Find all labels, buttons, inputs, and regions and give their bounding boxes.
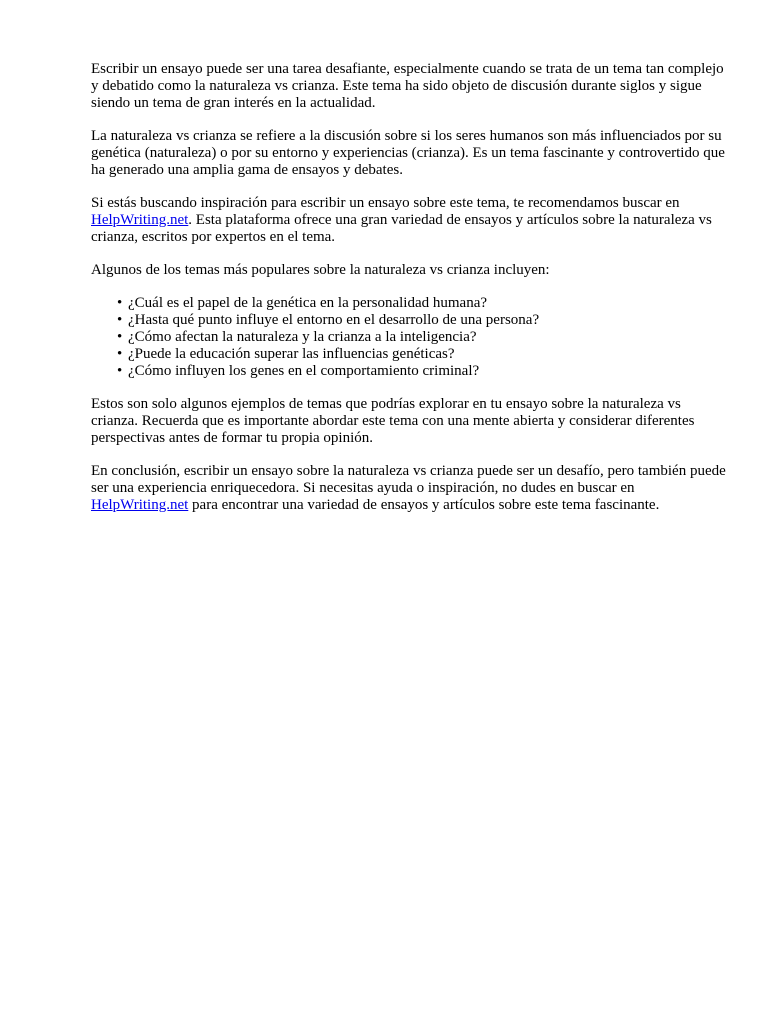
helpwriting-link[interactable]: HelpWriting.net [91, 497, 189, 513]
bullet-icon: • [117, 363, 123, 379]
topics-list [91, 295, 731, 380]
list-item [117, 295, 731, 312]
inspiration-text-before: Si estás buscando inspiración para escribir un ensayo sobre este tema, te recomendamos buscar en [91, 195, 680, 211]
list-item [117, 329, 731, 346]
bullet-icon: • [117, 312, 123, 328]
list-item [117, 363, 731, 380]
list-item-text: ¿Cuál es el papel de la genética en la personalidad humana? [128, 295, 488, 311]
list-item-text: ¿Cómo afectan la naturaleza y la crianza a la inteligencia? [128, 329, 477, 345]
definition-paragraph: La naturaleza vs crianza se refiere a la discusión sobre si los seres humanos son más influenciados por su genética (naturaleza) o por su entorno y experiencias (crianza). Es un tema fascinante y controvertido que ha generado una amplia gama de ensayos y debates. [91, 128, 725, 178]
conclusion-text-before: En conclusión, escribir un ensayo sobre la naturaleza vs crianza puede ser un desafío, pero también puede ser una experiencia enriquecedora. Si necesitas ayuda o inspiración, no dudes en buscar en [91, 463, 726, 496]
conclusion-paragraph [91, 463, 731, 514]
list-item-text: ¿Hasta qué punto influye el entorno en el desarrollo de una persona? [128, 312, 540, 328]
list-item [117, 346, 731, 363]
inspiration-paragraph [91, 195, 731, 246]
topics-intro-paragraph: Algunos de los temas más populares sobre la naturaleza vs crianza incluyen: [91, 262, 550, 278]
list-item [117, 312, 731, 329]
bullet-icon: • [117, 295, 123, 311]
helpwriting-link[interactable]: HelpWriting.net [91, 212, 189, 228]
document-page [91, 61, 731, 530]
examples-paragraph: Estos son solo algunos ejemplos de temas que podrías explorar en tu ensayo sobre la naturaleza vs crianza. Recuerda que es importante abordar este tema con una mente abierta y considerar diferentes perspectivas antes de formar tu propia opinión. [91, 396, 695, 446]
bullet-icon: • [117, 346, 123, 362]
intro-paragraph: Escribir un ensayo puede ser una tarea desafiante, especialmente cuando se trata de un tema tan complejo y debatido como la naturaleza vs crianza. Este tema ha sido objeto de discusión durante siglos y sigue siendo un tema de gran interés en la actualidad. [91, 61, 724, 111]
conclusion-text-after: para encontrar una variedad de ensayos y artículos sobre este tema fascinante. [188, 497, 660, 513]
list-item-text: ¿Puede la educación superar las influencias genéticas? [128, 346, 455, 362]
bullet-icon: • [117, 329, 123, 345]
inspiration-text-after: . Esta plataforma ofrece una gran variedad de ensayos y artículos sobre la naturaleza vs crianza, escritos por expertos en el tema. [91, 212, 712, 245]
list-item-text: ¿Cómo influyen los genes en el comportamiento criminal? [128, 363, 480, 379]
